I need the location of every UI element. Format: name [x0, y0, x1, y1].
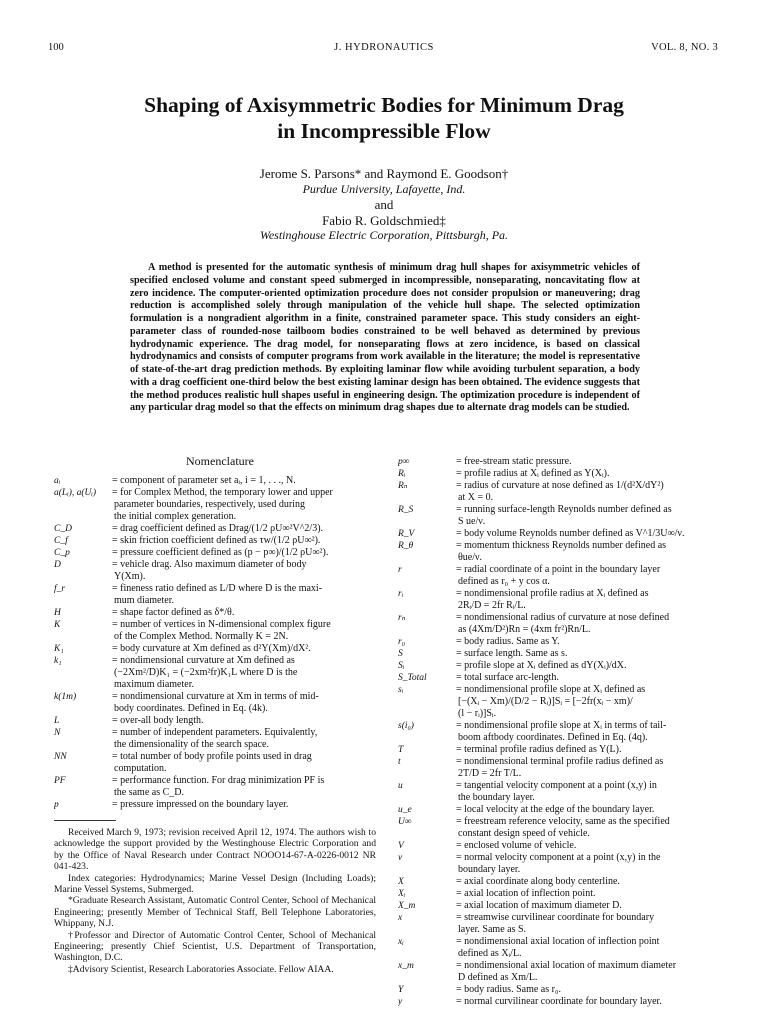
nomenclature-symbol: R_S	[398, 505, 414, 515]
nomenclature-entry	[398, 744, 720, 756]
nomenclature-entry	[398, 480, 720, 504]
nomenclature-definition: = performance function. For drag minimization PF is the same as C_D.	[112, 775, 325, 798]
nomenclature-symbol: X_m	[398, 901, 416, 911]
nomenclature-definition: = pressure impressed on the boundary layer.	[112, 799, 289, 810]
nomenclature-symbol: Sᵢ	[398, 661, 405, 671]
title-line-1: Shaping of Axisymmetric Bodies for Minimum Drag	[144, 93, 624, 117]
nomenclature-symbol: C_D	[54, 524, 72, 534]
nomenclature-symbol: R_V	[398, 529, 415, 539]
nomenclature-symbol: r	[398, 565, 402, 575]
nomenclature-symbol: NN	[54, 752, 67, 762]
footnote: †Professor and Director of Automatic Control Center, School of Mechanical Engineering; presently Chief Scientist, U.S. Department of Transportation, Washington, D.C.	[54, 929, 376, 964]
affiliation-2: Westinghouse Electric Corporation, Pittsburgh, Pa.	[259, 228, 509, 242]
nomenclature-symbol: rₙ	[398, 613, 406, 623]
nomenclature-symbol: p∞	[398, 457, 410, 467]
nomenclature-entry	[398, 816, 720, 840]
authors-line-1: Jerome S. Parsons* and Raymond E. Goodson†	[259, 166, 509, 181]
nomenclature-entry	[54, 535, 376, 547]
nomenclature-definition: = normal curvilinear coordinate for boundary layer.	[456, 996, 662, 1007]
nomenclature-definition: = shape factor defined as δ*/θ.	[112, 607, 235, 618]
nomenclature-symbol: r₀	[398, 637, 405, 647]
nomenclature-entry	[398, 840, 720, 852]
author-block	[0, 166, 768, 244]
nomenclature-symbol: p	[54, 800, 59, 810]
nomenclature-entry	[54, 799, 376, 811]
nomenclature-definition: = running surface-length Reynolds number defined as S ue/ν.	[456, 504, 672, 527]
footnote: Index categories: Hydrodynamics; Marine Vessel Design (Including Loads); Marine Vessel Systems, Submerged.	[54, 872, 376, 896]
nomenclature-entry	[54, 655, 376, 691]
nomenclature-entry	[54, 715, 376, 727]
nomenclature-definition: = total number of body profile points used in drag computation.	[112, 751, 312, 774]
nomenclature-symbol: C_f	[54, 536, 68, 546]
nomenclature-definition: = body radius. Same as Y.	[456, 636, 560, 647]
nomenclature-symbol: u	[398, 781, 403, 791]
nomenclature-symbol: aᵢ	[54, 476, 61, 486]
nomenclature-definition: = body curvature at Xm defined as d²Y(Xm)/dX².	[112, 643, 311, 654]
nomenclature-definition: = axial location of maximum diameter D.	[456, 900, 622, 911]
nomenclature-symbol: L	[54, 716, 60, 726]
nomenclature-entry	[54, 487, 376, 523]
nomenclature-entry	[54, 643, 376, 655]
nomenclature-symbol: Y	[398, 985, 404, 995]
nomenclature-entry	[54, 523, 376, 535]
volume-number: VOL. 8, NO. 3	[651, 42, 718, 53]
nomenclature-definition: = free-stream static pressure.	[456, 456, 572, 467]
nomenclature-entry	[398, 852, 720, 876]
nomenclature-symbol: Rᵢ	[398, 469, 406, 479]
nomenclature-definition: = axial location of inflection point.	[456, 888, 596, 899]
nomenclature-symbol: D	[54, 560, 61, 570]
footnote: *Graduate Research Assistant, Automatic Control Center, School of Mechanical Engineering; presently Member of Technical Staff, Bell Telephone Laboratories, Whippany, N.J.	[54, 895, 376, 930]
nomenclature-definition: = freestream reference velocity, same as the specified constant design speed of vehicle.	[456, 816, 670, 839]
nomenclature-entry	[398, 660, 720, 672]
nomenclature-entry	[54, 751, 376, 775]
nomenclature-symbol: rᵢ	[398, 589, 404, 599]
nomenclature-entry	[54, 607, 376, 619]
nomenclature-definition: = for Complex Method, the temporary lower and upper parameter boundaries, respectively, used during the initial complex generation.	[112, 487, 333, 522]
nomenclature-definition: = body volume Reynolds number defined as V^1/3U∞/ν.	[456, 528, 685, 539]
nomenclature-entry	[398, 804, 720, 816]
nomenclature-definition: = nondimensional axial location of maximum diameter D defined as Xm/L.	[456, 960, 677, 983]
nomenclature-symbol: T	[398, 745, 404, 755]
nomenclature-symbol: f_r	[54, 584, 66, 594]
nomenclature-definition: = skin friction coefficient defined as τw/(1/2 ρU∞²).	[112, 535, 321, 546]
page-number: 100	[48, 42, 64, 53]
nomenclature-entry	[54, 559, 376, 583]
right-column	[398, 456, 720, 1008]
nomenclature-symbol: S	[398, 649, 403, 659]
nomenclature-entry	[54, 691, 376, 715]
nomenclature-definition: = profile radius at Xᵢ defined as Y(Xᵢ).	[456, 468, 610, 479]
affiliation-1: Purdue University, Lafayette, Ind.	[302, 181, 466, 196]
authors-and: and	[374, 197, 394, 212]
nomenclature-symbol: U∞	[398, 817, 412, 827]
authors-line-2: Fabio R. Goldschmied‡	[322, 212, 446, 228]
footnote-rule	[54, 820, 116, 821]
nomenclature-entry	[398, 780, 720, 804]
nomenclature-definition: = normal velocity component at a point (x,y) in the boundary layer.	[456, 852, 661, 875]
nomenclature-heading: Nomenclature	[186, 454, 254, 468]
nomenclature-definition: = fineness ratio defined as L/D where D is the maxi- mum diameter.	[112, 583, 323, 606]
nomenclature-entry	[398, 648, 720, 660]
nomenclature-definition: = nondimensional axial location of inflection point defined as Xᵢ/L.	[456, 936, 660, 959]
nomenclature-definition: = number of independent parameters. Equivalently, the dimensionality of the search space.	[112, 727, 318, 750]
nomenclature-symbol: Xᵢ	[398, 889, 406, 899]
nomenclature-entry	[54, 619, 376, 643]
nomenclature-definition: = profile slope at Xᵢ defined as dY(Xᵢ)/dX.	[456, 660, 627, 671]
nomenclature-symbol: V	[398, 841, 404, 851]
nomenclature-symbol: N	[54, 728, 61, 738]
nomenclature-entry	[398, 588, 720, 612]
nomenclature-definition: = radius of curvature at nose defined as 1/(d²X/dY²) at X = 0.	[456, 480, 664, 503]
nomenclature-definition: = nondimensional terminal profile radius defined as 2T/D = 2fr T/L.	[456, 756, 664, 779]
nomenclature-symbol: y	[398, 997, 403, 1007]
nomenclature-definition: = nondimensional profile slope at Xᵢ in terms of tail- boom aftbody coordinates. Defined in Eq. (4q).	[456, 720, 667, 743]
nomenclature-entry	[54, 547, 376, 559]
nomenclature-entry	[398, 564, 720, 588]
nomenclature-definition: = nondimensional curvature at Xm defined as (−2Xm²/D)K₁ = (−2xm²fr)K₁L where D is the maximum diameter.	[112, 655, 298, 690]
nomenclature-symbol: Rₙ	[398, 481, 408, 491]
nomenclature-left-list	[54, 475, 376, 811]
nomenclature-symbol: k₁	[54, 656, 62, 666]
nomenclature-entry	[398, 984, 720, 996]
nomenclature-entry	[398, 456, 720, 468]
nomenclature-definition: = pressure coefficient defined as (p − p∞)/(1/2 ρU∞²).	[112, 547, 329, 558]
nomenclature-symbol: u_e	[398, 805, 412, 815]
footnote: ‡Advisory Scientist, Research Laboratories Associate. Fellow AIAA.	[68, 963, 334, 975]
nomenclature-symbol: S_Total	[398, 673, 427, 683]
footnotes	[54, 827, 376, 975]
nomenclature-symbol: k(1m)	[54, 692, 77, 702]
left-column	[54, 454, 376, 975]
nomenclature-entry	[398, 672, 720, 684]
nomenclature-entry	[398, 756, 720, 780]
nomenclature-entry	[398, 996, 720, 1008]
nomenclature-entry	[398, 936, 720, 960]
nomenclature-entry	[398, 876, 720, 888]
nomenclature-symbol: sᵢ	[398, 685, 404, 695]
nomenclature-entry	[398, 900, 720, 912]
nomenclature-definition: = tangential velocity component at a point (x,y) in the boundary layer.	[456, 780, 657, 803]
nomenclature-definition: = vehicle drag. Also maximum diameter of body Y(Xm).	[112, 559, 307, 582]
nomenclature-symbol: PF	[54, 776, 66, 786]
nomenclature-definition: = nondimensional profile radius at Xᵢ defined as 2Rᵢ/D = 2fr Rᵢ/L.	[456, 588, 649, 611]
nomenclature-symbol: K	[54, 620, 61, 630]
nomenclature-symbol: R_θ	[398, 541, 414, 551]
nomenclature-entry	[54, 583, 376, 607]
nomenclature-definition: = nondimensional curvature at Xm in terms of mid- body coordinates. Defined in Eq. (4k).	[112, 691, 319, 714]
nomenclature-symbol: C_p	[54, 548, 70, 558]
nomenclature-entry	[398, 528, 720, 540]
paper-title	[0, 92, 768, 144]
nomenclature-entry	[54, 775, 376, 799]
nomenclature-definition: = nondimensional profile slope at Xᵢ defined as [−(Xᵢ − Xm)/(D/2 − Rᵢ)]Sᵢ = [−2fr(xᵢ − xm)/ (l − rᵢ)]Sᵢ.	[456, 684, 646, 719]
nomenclature-symbol: a(Lᵢ), a(Uᵢ)	[54, 488, 97, 498]
nomenclature-entry	[398, 636, 720, 648]
nomenclature-symbol: K₁	[54, 644, 64, 654]
nomenclature-entry	[54, 475, 376, 487]
nomenclature-entry	[398, 468, 720, 480]
nomenclature-entry	[398, 540, 720, 564]
abstract: A method is presented for the automatic synthesis of minimum drag hull shapes for axisymmetric vehicles of specified enclosed volume and constant speed submerged in incompressible, nonseparating, noncavitating flow at zero incidence. The computer-oriented optimization procedure does not consider propulsion or maneuvering; drag reduction is accomplished solely through manipulation of the vehicle hull shape. The selected optimization formulation is a nongradient algorithm in a finite, constrained parameter space. This study considers an eight-parameter class of rounded-nose tailboom bodies constrained to be well behaved as determined by previous hydrodynamic experience. The drag model, for nonseparating flows at zero incidence, is based on classical hydrodynamics and consists of computer programs from work available in the literature; the model is representative of state-of-the-art drag prediction methods. By exploiting laminar flow while avoiding turbulent separation, a body with a drag coefficient one-third below the best existing laminar design has been obtained. The evidence suggests that the method produces realistic hull shapes useful in engineering design. The optimization procedure is independent of any particular drag model so that the effects on minimum drag shapes due to alternate drag models can be studied.	[130, 262, 640, 414]
nomenclature-definition: = component of parameter set aᵢ, i = 1, . . ., N.	[112, 475, 296, 486]
nomenclature-definition: = local velocity at the edge of the boundary layer.	[456, 804, 655, 815]
nomenclature-right-list	[398, 456, 720, 1008]
nomenclature-symbol: xᵢ	[398, 937, 404, 947]
nomenclature-entry	[398, 612, 720, 636]
nomenclature-entry	[398, 912, 720, 936]
nomenclature-symbol: v	[398, 853, 403, 863]
nomenclature-definition: = axial coordinate along body centerline.	[456, 876, 620, 887]
nomenclature-definition: = number of vertices in N-dimensional complex figure of the Complex Method. Normally K = 2N.	[112, 619, 331, 642]
nomenclature-symbol: x_m	[398, 961, 414, 971]
nomenclature-entry	[398, 720, 720, 744]
nomenclature-definition: = total surface arc-length.	[456, 672, 559, 683]
title-line-2: in Incompressible Flow	[277, 119, 491, 143]
nomenclature-symbol: s(i₀)	[398, 721, 414, 731]
nomenclature-entry	[398, 504, 720, 528]
nomenclature-definition: = terminal profile radius defined as Y(L).	[456, 744, 622, 755]
nomenclature-definition: = drag coefficient defined as Drag/(1/2 ρU∞²V^2/3).	[112, 523, 324, 534]
nomenclature-entry	[398, 960, 720, 984]
journal-name: J. HYDRONAUTICS	[334, 42, 434, 53]
nomenclature-symbol: x	[398, 913, 403, 923]
nomenclature-definition: = over-all body length.	[112, 715, 204, 726]
nomenclature-symbol: H	[54, 608, 61, 618]
nomenclature-definition: = surface length. Same as s.	[456, 648, 568, 659]
nomenclature-definition: = body radius. Same as r₀.	[456, 984, 561, 995]
running-header	[0, 42, 768, 58]
footnote: Received March 9, 1973; revision received April 12, 1974. The authors wish to acknowledge the support provided by the Westinghouse Electric Corporation and by the Office of Naval Research under Contract NOOO14-67-A-0226-0012 NR 041-423.	[54, 827, 376, 873]
nomenclature-entry	[54, 727, 376, 751]
nomenclature-symbol: X	[398, 877, 404, 887]
nomenclature-definition: = enclosed volume of vehicle.	[456, 840, 577, 851]
nomenclature-definition: = nondimensional radius of curvature at nose defined as (4Xm/D²)Rn = (4xm fr²)Rn/L.	[456, 612, 670, 635]
nomenclature-definition: = radial coordinate of a point in the boundary layer defined as r₀ + y cos α.	[456, 564, 661, 587]
nomenclature-definition: = momentum thickness Reynolds number defined as θue/ν.	[456, 540, 667, 563]
nomenclature-symbol: t	[398, 757, 401, 767]
nomenclature-definition: = streamwise curvilinear coordinate for boundary layer. Same as S.	[456, 912, 655, 935]
nomenclature-entry	[398, 684, 720, 720]
nomenclature-entry	[398, 888, 720, 900]
